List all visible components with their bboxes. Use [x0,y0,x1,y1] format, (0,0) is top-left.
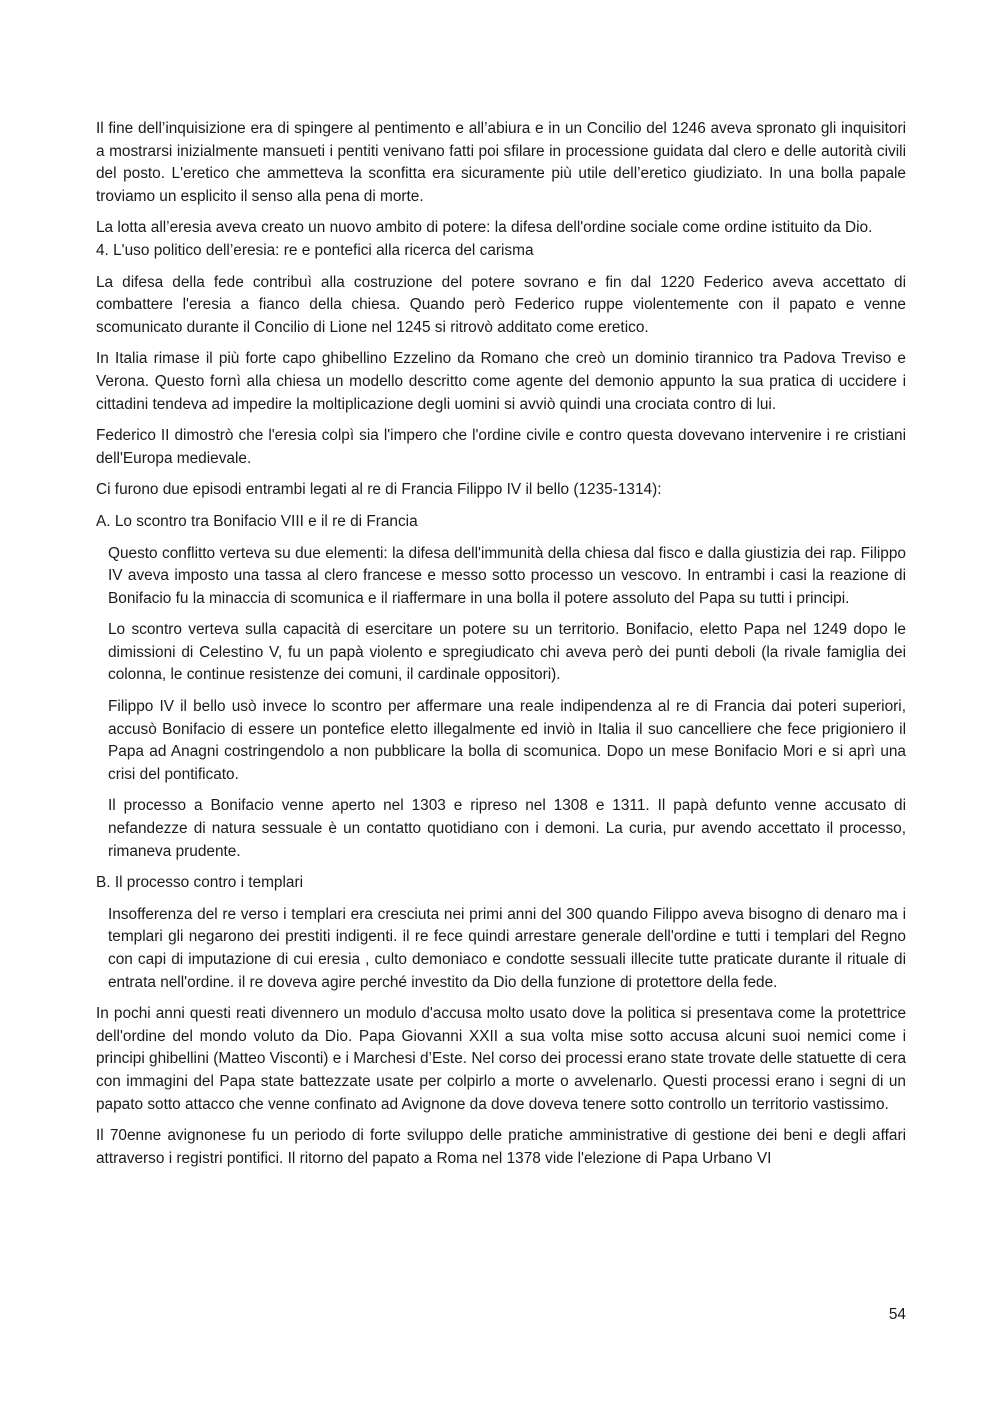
document-body [96,118,906,1179]
subheading-templars: B. Il processo contro i templari [96,874,303,892]
paragraph-federico: Federico II dimostrò che l'eresia colpì sia l'impero che l'ordine civile e contro questa dovevano intervenire i re cristiani dell'Europa medievale. [96,427,906,467]
paragraph-bonifacio-trial: Il processo a Bonifacio venne aperto nel 1303 e ripreso nel 1308 e 1311. Il papà defunto venne accusato di nefandezze di natura sessuale è un contatto quotidiano con i demoni. La curia, pur avendo accettato il processo, rimaneva prudente. [108,797,906,860]
paragraph-avignon: Il 70enne avignonese fu un periodo di forte sviluppo delle pratiche amministrative di gestione dei beni e degli affari attraverso i registri pontifici. Il ritorno del papato a Roma nel 1378 vide l'elezione di Papa Urbano VI [96,1127,906,1167]
section-heading-political-use: 4. L'uso politico dell’eresia: re e pontefici alla ricerca del carisma [96,241,534,259]
paragraph-accusation-module: In pochi anni questi reati divennero un modulo d'accusa molto usato dove la politica si presentava come la protettrice dell'ordine del mondo voluto da Dio. Papa Giovanni XXII a sua volta mise sotto accusa alcuni suoi nemici come i principi ghibellini (Matteo Visconti) e i Marchesi d’Este. Nel corso dei processi erano state trovate delle statuette di cera con immagini del Papa state battezzate usate per colpirlo a morte o avvelenarlo. Questi processi erano i segni di un papato sotto attacco che venne confinato ad Avignone da dove doveva tenere sotto controllo un territorio vastissimo. [96,1005,906,1113]
paragraph-two-episodes: Ci furono due episodi entrambi legati al re di Francia Filippo IV il bello (1235-1314): [96,481,662,499]
paragraph-faith-defense: La difesa della fede contribuì alla costruzione del potere sovrano e fin dal 1220 Federico aveva accettato di combattere l'eresia a fianco della chiesa. Quando però Federico ruppe violentemente con il papato e venne scomunicato durante il Concilio di Lione nel 1245 si ritrovò additato come eretico. [96,273,906,336]
paragraph-territory-power: Lo scontro verteva sulla capacità di esercitare un potere su un territorio. Bonifacio, eletto Papa nel 1249 dopo le dimissioni di Celestino V, fu un papà violento e spregiudicato chi aveva però dei punti deboli (la rivale famiglia dei colonna, le continue resistenze dei comuni, il cardinale oppositori). [108,621,906,684]
paragraph-heresy-power: La lotta all’eresia aveva creato un nuovo ambito di potere: la difesa dell'ordine sociale come ordine istituito da Dio. [96,219,873,237]
templars-section [96,904,906,994]
bonifacio-section [96,543,906,864]
page-number: 54 [888,1306,906,1323]
paragraph-ezzelino: In Italia rimase il più forte capo ghibellino Ezzelino da Romano che creò un dominio tirannico tra Padova Treviso e Verona. Questo fornì alla chiesa un modello descritto come agente del demonio appunto la sua pratica di uccidere i cittadini tendeva ad impedire la moltiplicazione degli uomini si avviò quindi una crociata contro di lui. [96,350,906,413]
paragraph-templars: Insofferenza del re verso i templari era cresciuta nei primi anni del 300 quando Filippo aveva bisogno di denaro ma i templari gli negarono dei prestiti indigenti. il re fece quindi arrestare generale dell'ordine e tutti i templari del Regno con capi di imputazione di cui eresia , culto demoniaco e condotte sessuali illecite tutte praticate durante il rituale di entrata nell'ordine. il re doveva agire perché investito da Dio della funzione di protettore della fede. [108,905,906,991]
paragraph-filippo-independence: Filippo IV il bello usò invece lo scontro per affermare una reale indipendenza al re di Francia dai poteri superiori, accusò Bonifacio di essere un pontefice eletto illegalmente ed inviò in Italia il suo cancelliere che fece prigioniero il Papa ad Anagni costringendolo a non pubblicare la bolla di scomunica. Dopo un mese Bonifacio Mori e si aprì una crisi del pontificato. [108,698,906,783]
paragraph-inquisition-aim: Il fine dell’inquisizione era di spingere al pentimento e all’abiura e in un Concilio del 1246 aveva spronato gli inquisitori a mostrarsi inizialmente mansueti i pentiti venivano fatti poi sfilare in processione guidata dal clero e delle autorità civili del posto. L'eretico che ammetteva la sconfitta era sicuramente più utile dell’eretico giudiziato. In una bolla papale troviamo un esplicito il senso alla pena di morte. [96,120,906,205]
subheading-bonifacio: A. Lo scontro tra Bonifacio VIII e il re di Francia [96,512,418,530]
paragraph-conflict-elements: Questo conflitto verteva su due elementi: la difesa dell'immunità della chiesa dal fisco e dalla giustizia dei rap. Filippo IV aveva imposto una tassa al clero francese e messo sotto processo un vescovo. In entrambi i casi la reazione di Bonifacio fu la minaccia di scomunica e il riaffermare in una bolla il potere assoluto del Papa su tutti i principi. [108,544,906,607]
